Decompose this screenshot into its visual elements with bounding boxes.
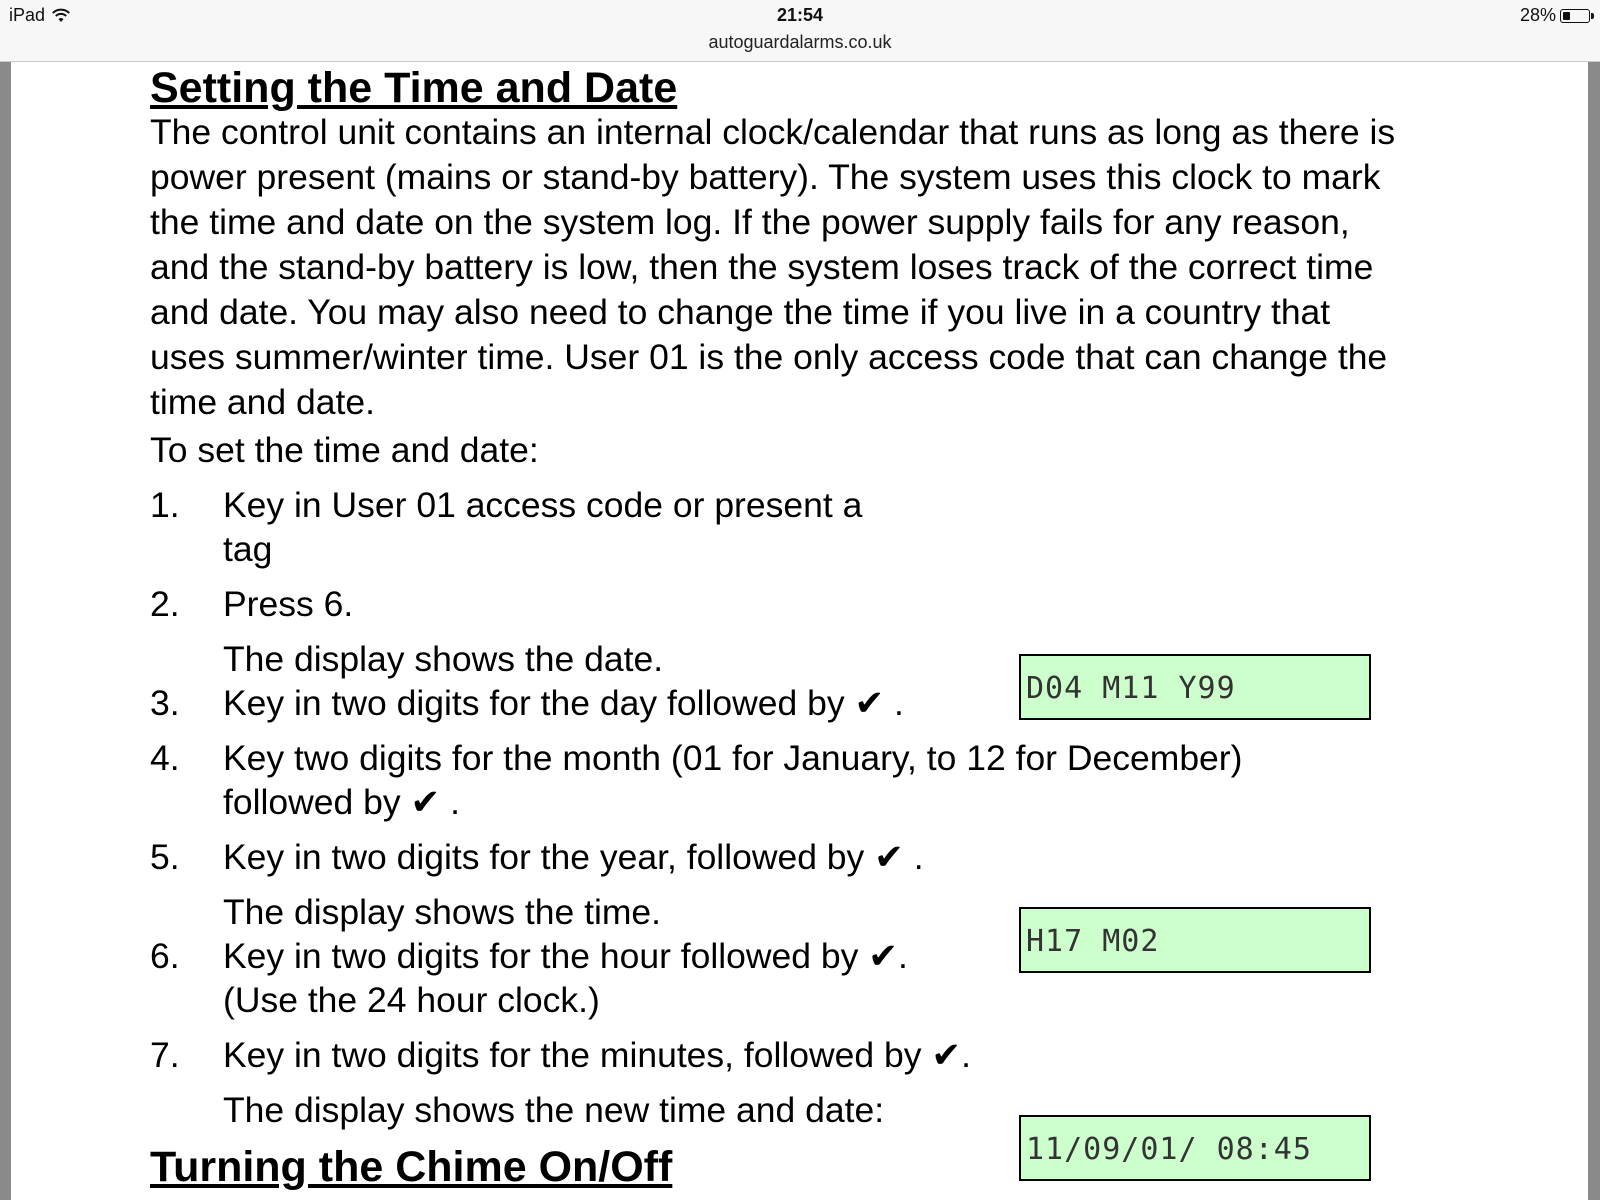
battery-percent: 28%	[1519, 5, 1556, 25]
step-text: Key in two digits for the minutes, followed by ✔.	[223, 1035, 971, 1075]
step-text: Press 6.	[223, 584, 354, 624]
step-text: followed by ✔ .	[223, 782, 460, 822]
clock-time: 21:54	[776, 5, 824, 25]
step-text: Key in two digits for the day followed by ✔ .	[223, 683, 904, 723]
intro-paragraph: The control unit contains an internal clock/calendar that runs as long as there is power present (mains or stand-by battery). The system uses this clock to mark the time and date on the system log. If the power supply fails for any reason, and the stand-by battery is low, then the system loses track of the correct time and date. You may also need to change the time if you live in a country that uses summer/winter time. User 01 is the only access code that can change the time and date.	[150, 112, 1396, 422]
lead-text: To set the time and date:	[150, 430, 539, 470]
step-number: 4.	[150, 738, 180, 778]
lcd-display-date: D04 M11 Y99	[1019, 654, 1371, 720]
step-note: The display shows the new time and date:	[223, 1090, 885, 1130]
step-number: 7.	[150, 1035, 180, 1075]
step-number: 3.	[150, 683, 180, 723]
document-page[interactable]	[11, 62, 1588, 1200]
right-page-gutter	[1588, 62, 1600, 1200]
battery-icon	[1560, 9, 1590, 23]
step-text: Key in two digits for the hour followed by ✔.	[223, 936, 908, 976]
address-bar-url[interactable]: autoguardalarms.co.uk	[708, 32, 892, 52]
step-note: The display shows the date.	[223, 639, 664, 679]
step-note: The display shows the time.	[223, 892, 662, 932]
section-title: Setting the Time and Date	[150, 64, 678, 112]
lcd-display-time: H17 M02	[1019, 907, 1371, 973]
status-bar	[0, 0, 1600, 62]
step-text: tag	[223, 529, 273, 569]
step-number: 6.	[150, 936, 180, 976]
lcd-display-datetime: 11/09/01/ 08:45	[1019, 1115, 1371, 1181]
device-name: iPad	[9, 5, 46, 25]
left-page-gutter	[0, 62, 11, 1200]
step-number: 1.	[150, 485, 180, 525]
step-text: Key in User 01 access code or present a	[223, 485, 863, 525]
step-number: 2.	[150, 584, 180, 624]
step-text: Key in two digits for the year, followed by ✔ .	[223, 837, 924, 877]
step-text: Key two digits for the month (01 for January, to 12 for December)	[223, 738, 1243, 778]
step-text: (Use the 24 hour clock.)	[223, 980, 600, 1020]
next-section-title: Turning the Chime On/Off	[150, 1143, 673, 1191]
status-right	[1520, 5, 1590, 26]
step-number: 5.	[150, 837, 180, 877]
